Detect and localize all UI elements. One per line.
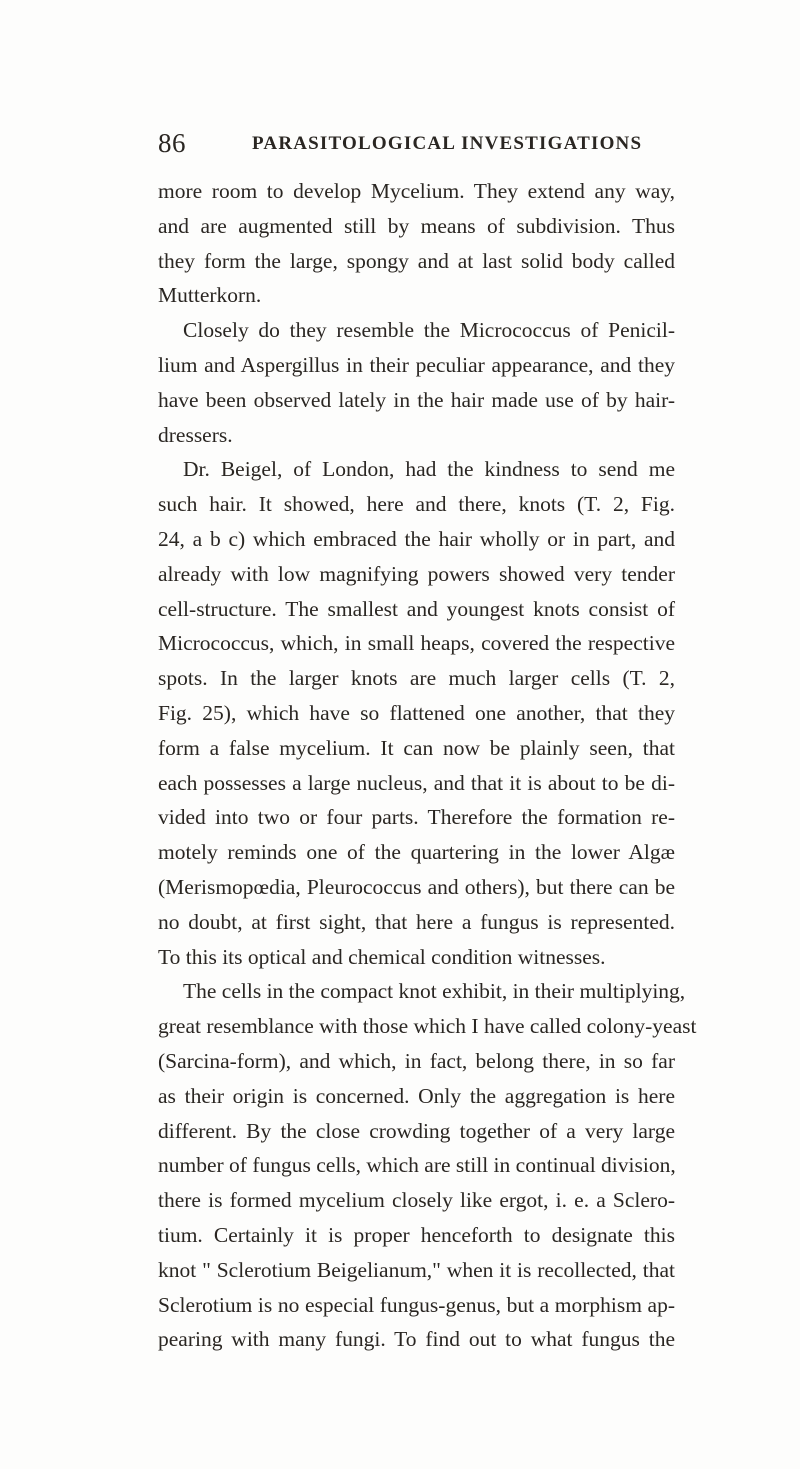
text-line: different. By the close crowding together of a very large	[158, 1118, 675, 1143]
body-text	[158, 174, 697, 1357]
text-line: Sclerotium is no especial fungus-genus, but a morphism ap-	[158, 1292, 675, 1317]
text-line: have been observed lately in the hair made use of by hair-	[158, 387, 675, 412]
text-line: and are augmented still by means of subdivision. Thus	[158, 213, 675, 238]
text-line: (Merismopœdia, Pleurococcus and others), but there can be	[158, 874, 675, 899]
text-line: Closely do they resemble the Micrococcus of Penicil-	[183, 318, 675, 343]
text-line: as their origin is concerned. Only the aggregation is here	[158, 1083, 675, 1108]
text-line: each possesses a large nucleus, and that it is about to be di-	[158, 770, 675, 795]
text-line: great resemblance with those which I have called colony-yeast	[158, 1014, 697, 1039]
text-line: number of fungus cells, which are still in continual division,	[158, 1153, 676, 1178]
text-line: vided into two or four parts. Therefore the formation re-	[158, 805, 675, 830]
text-line: spots. In the larger knots are much larger cells (T. 2,	[158, 666, 675, 691]
text-line: there is formed mycelium closely like ergot, i. e. a Sclero-	[158, 1188, 675, 1213]
text-line: Mutterkorn.	[158, 283, 262, 308]
text-line: such hair. It showed, here and there, knots (T. 2, Fig.	[158, 492, 675, 517]
text-line: motely reminds one of the quartering in the lower Algæ	[158, 840, 675, 865]
text-line: The cells in the compact knot exhibit, in their multiplying,	[183, 979, 686, 1004]
text-line: already with low magnifying powers showed very tender	[158, 561, 675, 586]
text-line: Fig. 25), which have so flattened one another, that they	[158, 700, 675, 725]
text-line: 24, a b c) which embraced the hair wholly or in part, and	[158, 526, 675, 551]
text-line: cell-structure. The smallest and youngest knots consist of	[158, 596, 675, 621]
text-line: more room to develop Mycelium. They extend any way,	[158, 179, 675, 203]
text-line: lium and Aspergillus in their peculiar appearance, and they	[158, 352, 675, 377]
text-line: To this its optical and chemical condition witnesses.	[158, 944, 606, 969]
page-header	[158, 128, 678, 158]
text-line: dressers.	[158, 422, 233, 447]
running-head: PARASITOLOGICAL INVESTIGATIONS	[252, 133, 643, 154]
text-line: (Sarcina-form), and which, in fact, belong there, in so far	[158, 1048, 675, 1073]
text-line: Micrococcus, which, in small heaps, covered the respective	[158, 631, 675, 656]
text-line: pearing with many fungi. To find out to what fungus the	[158, 1327, 675, 1352]
text-line: no doubt, at first sight, that here a fungus is represented.	[158, 909, 675, 934]
text-line: Dr. Beigel, of London, had the kindness to send me	[183, 457, 675, 482]
text-line: form a false mycelium. It can now be plainly seen, that	[158, 735, 675, 760]
text-line: knot " Sclerotium Beigelianum," when it is recollected, that	[158, 1257, 675, 1282]
text-line: they form the large, spongy and at last solid body called	[158, 248, 675, 273]
page-number: 86	[158, 128, 186, 158]
text-line: tium. Certainly it is proper henceforth to designate this	[158, 1222, 675, 1247]
